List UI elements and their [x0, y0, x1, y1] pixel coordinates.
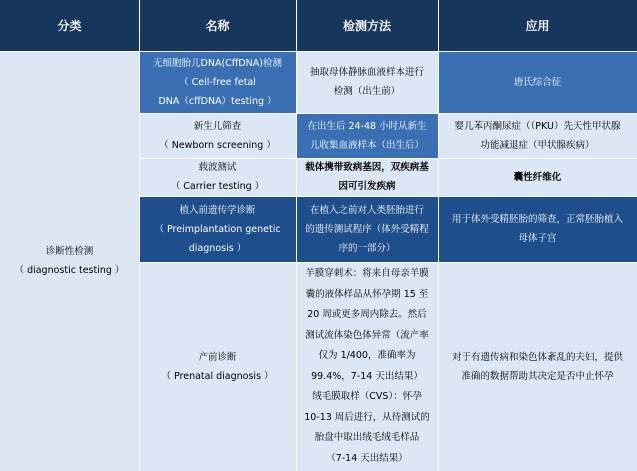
row-pgd-name: 植入前遗传学诊断 （ Preimplantation genetic diagnosis ）: [139, 196, 296, 262]
row-cffdna-method: 抽取母体静脉血液样本进行 检测（出生前）: [296, 51, 438, 113]
grid-line: [139, 262, 637, 263]
row-pgd-method: 在植入之前对人类胚胎进行 的遗传测试程序（体外受精程 序的一部分）: [296, 196, 438, 262]
grid-line: [139, 113, 637, 114]
row-prenatal-application: 对于有遗传病和染色体紊乱的夫妇，提供 准确的数据帮助其决定是否中止怀孕: [438, 262, 637, 471]
row-newborn-method: 在出生后 24-48 小时从新生 儿收集血液样本（出生后）: [296, 113, 438, 158]
grid-line: [296, 0, 297, 471]
row-carrier-method: 载体携带致病基因，双疾病基 因可引发疾病: [296, 158, 438, 196]
row-pgd-application: 用于体外受精胚胎的筛查，正常胚胎植入 母体子宫: [438, 196, 637, 262]
grid-line: [139, 0, 140, 471]
grid-line: [438, 0, 439, 471]
category-label: 诊断性检测: [45, 246, 94, 257]
header-category: 分类: [0, 0, 139, 51]
row-prenatal-method: 羊膜穿刺术：将来自母亲羊膜 囊的液体样品从怀孕期 15 至 20 周或更多周内除去。然后 测试流体染色体异常（流产率 仅为 1/400，准确率为 99.4%，7-14 天出结果） 绒毛膜取样（CVS）：怀孕 10-13 周后进行，从待测试的 胎盘中取出绒毛绒毛样品 （7-14 天出结果）: [296, 262, 438, 471]
row-prenatal-name: 产前诊断 （ Prenatal diagnosis ）: [139, 262, 296, 471]
header-name: 名称: [139, 0, 296, 51]
category-label-en: （ diagnostic testing ）: [14, 265, 125, 276]
grid-line: [139, 196, 637, 197]
grid-line: [0, 51, 637, 52]
category-cell: [0, 51, 139, 471]
header-method: 检测方法: [296, 0, 438, 51]
row-carrier-name: 载波测试 （ Carrier testing ）: [139, 158, 296, 196]
grid-line: [139, 158, 637, 159]
header-application: 应用: [438, 0, 637, 51]
row-newborn-application: 婴儿苯丙酮尿症（（PKU）先天性甲状腺 功能减退症（甲状腺疾病）: [438, 113, 637, 158]
row-cffdna-application: 唐氏综合征: [438, 51, 637, 113]
row-newborn-name: 新生儿筛查 （ Newborn screening ）: [139, 113, 296, 158]
row-carrier-application: 囊性纤维化: [438, 158, 637, 196]
row-cffdna-name: 无细胞胎儿DNA(CffDNA)检测 （ Cell-free fetal DNA（cffDNA）testing ）: [139, 51, 296, 113]
